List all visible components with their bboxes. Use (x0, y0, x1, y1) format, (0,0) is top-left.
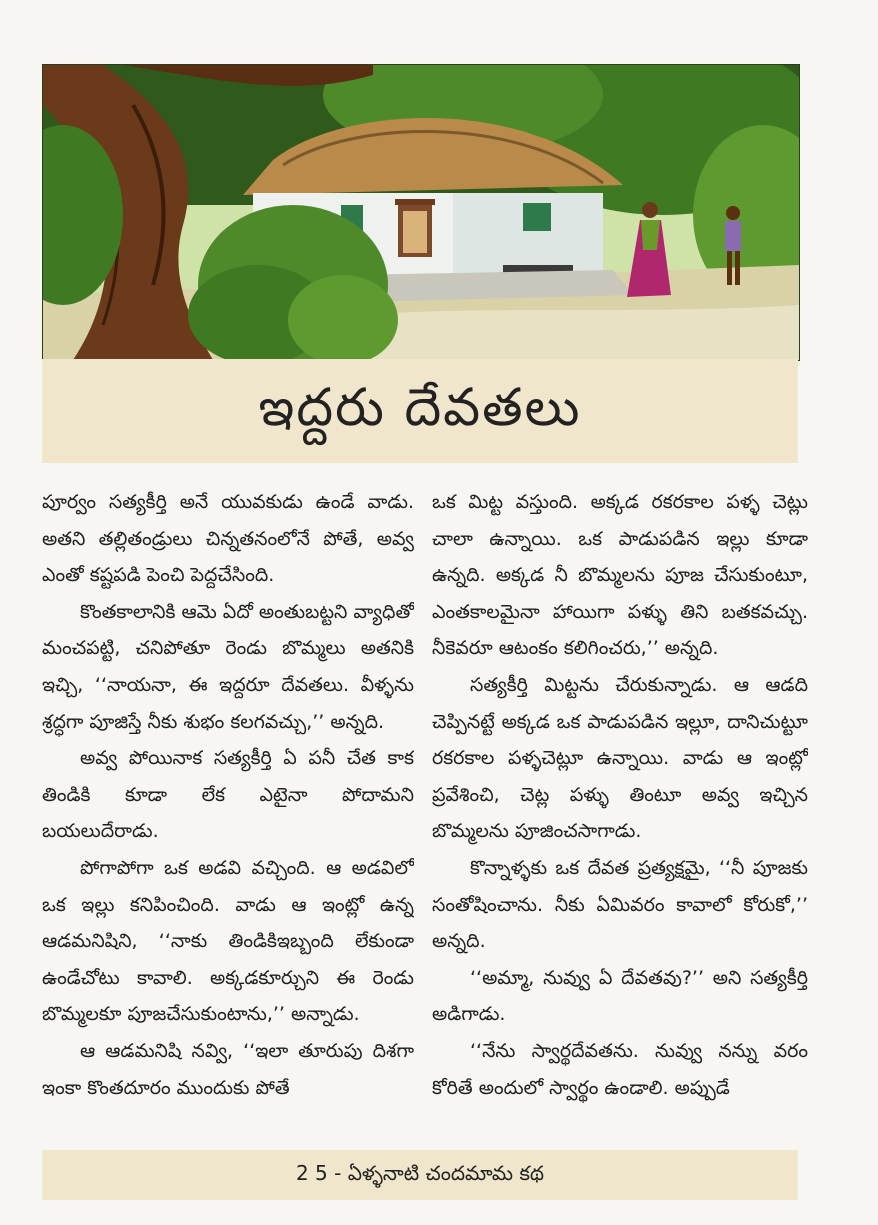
title-band (42, 359, 798, 463)
paragraph: ‘‘నేను స్వార్థదేవతను. నువ్వు నన్ను వరం కోరితే అందులో స్వార్థం ఉండాలి. అప్పుడే (432, 1039, 808, 1099)
story-illustration (42, 64, 800, 361)
paragraph: అవ్వ పోయినాక సత్యకీర్తి ఏ పనీ చేత కాక తిండికి కూడా లేక ఎటైనా పోదామని బయలుదేరాడు. (42, 747, 414, 843)
paragraph: ఆ ఆడమనిషి నవ్వి, ‘‘ఇలా తూరుపు దిశగా ఇంకా కొంతదూరం ముందుకు పోతే (42, 1039, 414, 1099)
footer-text: 2 5 - ఏళ్ళనాటి చందమామ కథ (295, 1160, 545, 1185)
story-title: ఇద్దరు దేవతలు (258, 377, 582, 438)
paragraph: కొంతకాలానికి ఆమె ఏదో అంతుబట్టని వ్యాధితో మంచపట్టి, చనిపోతూ రెండు బొమ్మలు అతనికి ఇచ్చి, ‘‘నాయనా, ఈ ఇద్దరూ దేవతలు. వీళ్ళను శ్రద్ధగా పూజిస్తే నీకు శుభం కలగవచ్చు,’’ అన్నది. (42, 600, 414, 733)
right-text-column (432, 484, 808, 1134)
paragraph: ‘‘అమ్మా, నువ్వు ఏ దేవతవు?’’ అని సత్యకీర్తి అడిగాడు. (432, 966, 808, 1026)
paragraph: కొన్నాళ్ళకు ఒక దేవత ప్రత్యక్షమై, ‘‘నీ పూజకు సంతోషించాను. నీకు ఏమివరం కావాలో కోరుకో,’’ అన్నది. (432, 856, 808, 953)
page-footer (42, 1150, 798, 1200)
paragraph: సత్యకీర్తి మిట్టను చేరుకున్నాడు. ఆ ఆడది చెప్పినట్టే అక్కడ ఒక పాడుపడిన ఇల్లూ, దానిచుట్టూ రకరకాల పళ్ళచెట్లూ ఉన్నాయి. వాడు ఆ ఇంట్లో ప్రవేశించి, చెట్ల పళ్ళు తింటూ అవ్వ ఇచ్చిన బొమ్మలను పూజించసాగాడు. (432, 673, 808, 843)
village-scene-illustration (43, 65, 799, 360)
paragraph: పూర్వం సత్యకీర్తి అనే యువకుడు ఉండే వాడు. అతని తల్లితండ్రులు చిన్నతనంలోనే పోతే, అవ్వ ఎంతో కష్టపడి పెంచి పెద్దచేసింది. (42, 491, 414, 587)
paragraph: పోగాపోగా ఒక అడవి వచ్చింది. ఆ అడవిలో ఒక ఇల్లు కనిపించింది. వాడు ఆ ఇంట్లో ఉన్న ఆడమనిషిని, ‘‘నాకు తిండికిఇబ్బంది లేకుండా ఉండేచోటు కావాలి. అక్కడకూర్చుని ఈ రెండు బొమ్మలకూ పూజచేసుకుంటాను,’’ అన్నాడు. (42, 856, 414, 1026)
left-text-column (42, 484, 414, 1134)
paragraph: ఒక మిట్ట వస్తుంది. అక్కడ రకరకాల పళ్ళ చెట్లు చాలా ఉన్నాయి. ఒక పాడుపడిన ఇల్లు కూడా ఉన్నది. అక్కడ నీ బొమ్మలను పూజ చేసుకుంటూ, ఎంతకాలమైనా హాయిగా పళ్ళు తిని బతకవచ్చు. నీకెవరూ ఆటంకం కలిగించరు,’’ అన్నది. (432, 491, 808, 660)
